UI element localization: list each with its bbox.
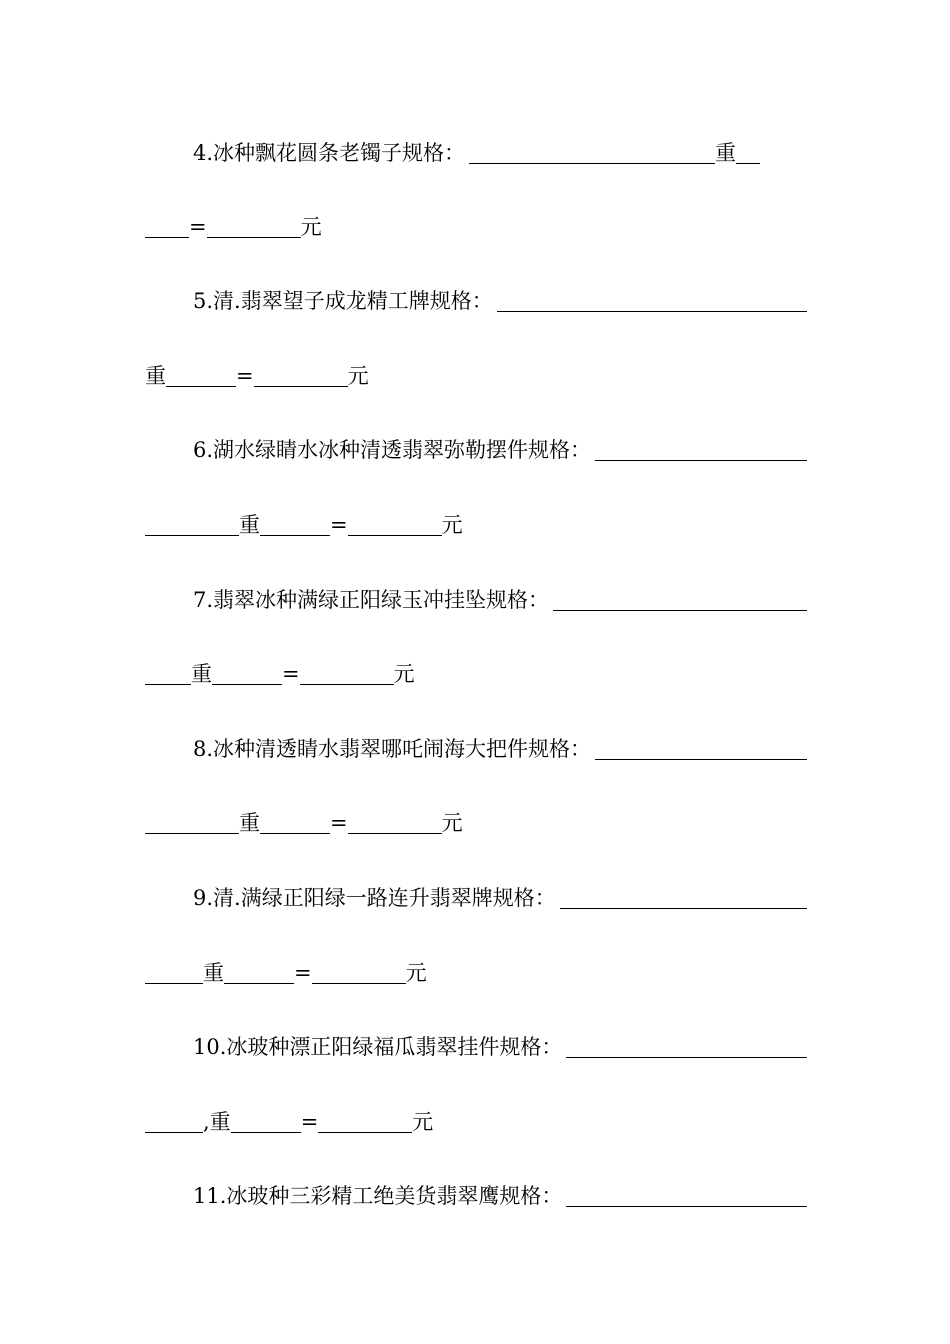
item-6-weight-label: 重 <box>239 513 260 537</box>
item-4-equals: = <box>189 215 207 239</box>
item-8-weight-label: 重 <box>239 811 260 835</box>
item-10-spec-blank[interactable] <box>566 1056 807 1058</box>
item-7-number: 7. <box>193 588 214 612</box>
item-9-currency: 元 <box>405 961 427 985</box>
item-4-number: 4. <box>193 141 214 165</box>
item-9-weight-label: 重 <box>203 961 224 985</box>
item-10-spec-line <box>145 1030 807 1064</box>
item-6-spec-line <box>145 433 807 467</box>
item-8-price-line <box>145 806 807 840</box>
item-5-number: 5. <box>193 289 214 313</box>
item-6-number: 6. <box>193 438 214 462</box>
item-5-price-blank[interactable] <box>254 385 348 387</box>
item-4-spec-line <box>145 136 807 170</box>
item-8-label <box>145 732 591 766</box>
item-8-spec-blank-end[interactable] <box>145 832 239 834</box>
item-10-price-line <box>145 1105 807 1139</box>
item-5-equals: = <box>236 364 254 388</box>
item-8-spec-line <box>145 732 807 766</box>
item-7-title: 翡翠冰种满绿正阳绿玉冲挂坠规格： <box>213 588 550 612</box>
item-5-spec-blank[interactable] <box>497 310 807 312</box>
item-4-price-line <box>145 210 807 244</box>
item-7-weight-label: 重 <box>191 662 212 686</box>
item-5-weight-blank[interactable] <box>166 385 236 387</box>
item-6-label <box>145 433 591 467</box>
item-6-spec-blank-end[interactable] <box>145 534 239 536</box>
item-11-number: 11. <box>193 1184 227 1208</box>
item-9-weight-blank[interactable] <box>224 982 294 984</box>
item-7-spec-line <box>145 583 807 617</box>
item-11-spec-blank[interactable] <box>566 1205 807 1207</box>
item-6-currency: 元 <box>441 513 463 537</box>
item-8-price-blank[interactable] <box>348 832 442 834</box>
item-10-title: 冰玻种漂正阳绿福瓜翡翠挂件规格： <box>226 1035 563 1059</box>
item-4-spec-blank[interactable] <box>469 162 715 164</box>
item-9-spec-line <box>145 881 807 915</box>
item-7-price-blank[interactable] <box>300 683 394 685</box>
item-10-equals: = <box>300 1110 319 1134</box>
item-7-spec-blank-end[interactable] <box>145 683 191 685</box>
item-11-title: 冰玻种三彩精工绝美货翡翠鹰规格： <box>226 1184 563 1208</box>
item-11-label <box>145 1179 562 1213</box>
item-4-weight-blank-end[interactable] <box>145 236 189 238</box>
item-7-currency: 元 <box>393 662 415 686</box>
item-9-spec-blank-end[interactable] <box>145 982 203 984</box>
item-6-price-line <box>145 508 807 542</box>
item-9-equals: = <box>294 961 312 985</box>
item-8-number: 8. <box>193 737 214 761</box>
item-7-price-line <box>145 657 807 691</box>
item-9-spec-blank[interactable] <box>560 907 807 909</box>
item-5-spec-line <box>145 284 807 318</box>
item-9-number: 9. <box>193 886 214 910</box>
item-8-currency: 元 <box>441 811 463 835</box>
item-4-currency: 元 <box>300 215 322 239</box>
item-7-weight-blank[interactable] <box>212 683 282 685</box>
item-5-currency: 元 <box>347 364 369 388</box>
item-5-price-line <box>145 359 807 393</box>
item-9-price-blank[interactable] <box>312 982 406 984</box>
item-10-currency: 元 <box>412 1110 434 1134</box>
item-10-number: 10. <box>193 1035 227 1059</box>
item-10-label <box>145 1030 562 1064</box>
item-11-spec-line <box>145 1179 807 1213</box>
item-6-price-blank[interactable] <box>348 534 442 536</box>
item-10-spec-blank-end[interactable] <box>145 1131 203 1133</box>
item-8-equals: = <box>330 811 348 835</box>
item-10-weight-label: ,重 <box>203 1110 231 1134</box>
item-9-price-line <box>145 956 807 990</box>
item-9-label <box>145 881 556 915</box>
item-10-price-blank[interactable] <box>318 1131 412 1133</box>
item-7-spec-blank[interactable] <box>553 609 807 611</box>
item-4-label <box>145 136 465 170</box>
item-4-title: 冰种飘花圆条老镯子规格： <box>213 141 466 165</box>
item-9-title: 清.满绿正阳绿一路连升翡翠牌规格： <box>213 886 556 910</box>
item-5-label <box>145 284 493 318</box>
item-6-title: 湖水绿睛水冰种清透翡翠弥勒摆件规格： <box>213 438 592 462</box>
item-6-weight-blank[interactable] <box>260 534 330 536</box>
item-6-spec-blank[interactable] <box>595 459 807 461</box>
item-8-spec-blank[interactable] <box>595 758 807 760</box>
item-8-weight-blank[interactable] <box>260 832 330 834</box>
item-5-weight-label: 重 <box>145 364 166 388</box>
item-4-price-blank[interactable] <box>207 236 301 238</box>
item-4-weight-label: 重 <box>715 141 737 165</box>
item-5-title: 清.翡翠望子成龙精工牌规格： <box>213 289 493 313</box>
item-4-weight-blank-start[interactable] <box>736 162 760 164</box>
item-8-title: 冰种清透睛水翡翠哪吒闹海大把件规格： <box>213 737 592 761</box>
item-10-weight-blank[interactable] <box>231 1131 301 1133</box>
item-7-label <box>145 583 549 617</box>
item-7-equals: = <box>282 662 300 686</box>
item-6-equals: = <box>330 513 348 537</box>
